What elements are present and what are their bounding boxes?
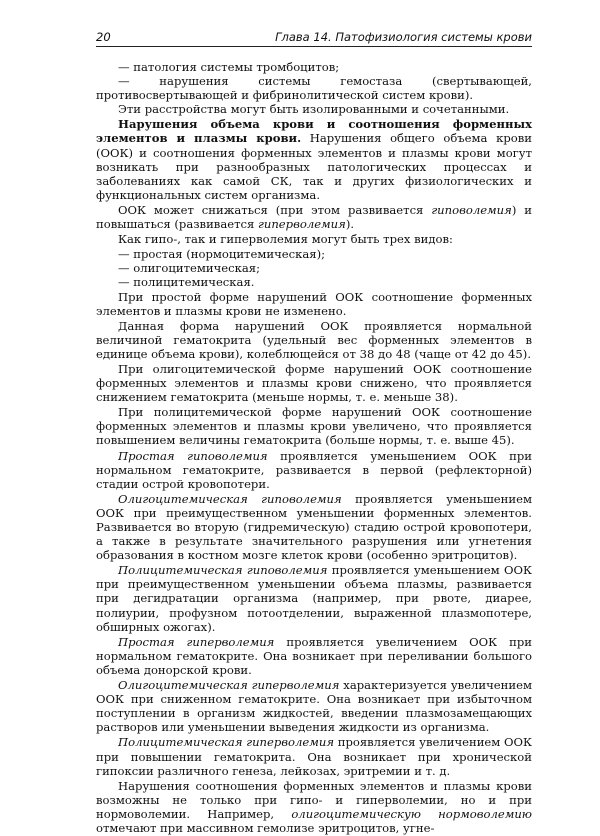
paragraph: Как гипо-, так и гиперволемия могут быть трех видов: <box>118 232 453 247</box>
paragraph <box>96 563 532 633</box>
term: Простая гиперволемия <box>118 634 275 649</box>
list-item: — простая (нормоцитемическая); <box>118 247 326 262</box>
paragraph <box>96 735 532 777</box>
term: гиперволемия <box>258 217 346 232</box>
paragraph-text: ООК может снижаться (при этом развивается <box>118 202 432 217</box>
header-rule <box>96 46 532 47</box>
term: олигоцитемическую нормоволемию <box>291 806 533 821</box>
paragraph <box>96 635 532 677</box>
paragraph <box>96 449 532 491</box>
paragraph-text: проявляется уменьшением ООК при преимущественном уменьшении форменных элементов. Развивается во вторую (гидремическую) стадию острой кровопотери, а также в результате значительного разрушения или угнетения образования в костном мозге клеток крови (особенно эритроцитов). <box>96 491 532 563</box>
paragraph-text: ) и повышаться (развивается <box>96 202 532 232</box>
paragraph-text: характеризуется увеличением ООК при сниженном гематокрите. Она возникает при избыточном поступлении в организм жидкостей, введении плазмозамещающих растворов или уменьшении выведения жидкости из организма. <box>96 678 533 735</box>
paragraph-text: Нарушения соотношения форменных элементов и плазмы крови возможны не только при гипо- и гиперволемии, но и при нормоволемии. Например, <box>96 778 532 821</box>
paragraph: При полицитемической форме нарушений ООК соотношение форменных элементов и плазмы крови увеличено, что проявляется повышением величины гематокрита (больше нормы, т. е. выше 45). <box>96 405 532 448</box>
paragraph-text: проявляется уменьшением ООК при нормальном гематокрите, развивается в первой (рефлекторной) стадии острой кровопотери. <box>96 448 532 491</box>
paragraph: При олигоцитемической форме нарушений ООК соотношение форменных элементов и плазмы крови снижено, что проявляется снижением гематокрита (меньше нормы, т. е. меньше 38). <box>96 361 532 405</box>
section-paragraph <box>96 117 532 202</box>
list-item: — патология системы тромбоцитов; <box>118 60 340 74</box>
paragraph-text: проявляется увеличением ООК при нормальном гематокрите. Она возникает при переливании большого объема донорской крови. <box>96 634 533 677</box>
paragraph <box>96 492 532 562</box>
list-item: — олигоцитемическая; <box>118 261 261 276</box>
term: Полицитемическая гиповолемия <box>118 563 328 578</box>
page-body <box>96 60 532 836</box>
paragraph <box>96 779 532 835</box>
term: Олигоцитемическая гиповолемия <box>118 491 342 506</box>
paragraph-text: Нарушения общего объема крови (ООК) и соотношения форменных элементов и плазмы крови могут возникать при разнообразных патологических процессах и заболеваниях как самой СК, так и других физиологических и функциональных систем организма. <box>96 131 532 202</box>
term: Простая гиповолемия <box>118 448 268 463</box>
paragraph-text: ). <box>345 217 355 232</box>
paragraph: При простой форме нарушений ООК соотношение форменных элементов и плазмы крови не изменено. <box>96 289 532 318</box>
paragraph-text: проявляется увеличением ООК при повышении гематокрита. Она возникает при хронической гипоксии различного генеза, лейкозах, эритремии и т. д. <box>96 735 532 778</box>
paragraph: Данная форма нарушений ООК проявляется нормальной величиной гематокрита (удельный вес форменных элементов в единице объема крови), колеблющейся от 38 до 48 (чаще от 42 до 45). <box>96 318 532 361</box>
paragraph-text: проявляется уменьшением ООК при преимущественном уменьшении объема плазмы, развивается при дегидратации организма (например, при рвоте, диарее, полиурии, профузном потоотделении, выраженной плазмопотере, обширных ожогах). <box>96 563 532 634</box>
page-number: 20 <box>96 30 111 44</box>
paragraph: Эти расстройства могут быть изолированными и сочетанными. <box>118 102 510 117</box>
list-item: — нарушения системы гемостаза (свертывающей, противосвертывающей и фибринолитической систем крови). <box>96 74 532 103</box>
term: гиповолемия <box>431 202 512 217</box>
section-heading: Нарушения объема крови и соотношения форменных элементов и плазмы крови. <box>96 117 532 146</box>
paragraph <box>96 203 532 231</box>
term: Олигоцитемическая гиперволемия <box>118 678 340 693</box>
paragraph <box>96 678 532 734</box>
chapter-title: Глава 14. Патофизиология системы крови <box>275 30 532 44</box>
term: Полицитемическая гиперволемия <box>118 735 335 750</box>
paragraph-text: отмечают при массивном гемолизе эритроцитов, угне- <box>96 820 435 835</box>
list-item: — полицитемическая. <box>118 275 255 290</box>
